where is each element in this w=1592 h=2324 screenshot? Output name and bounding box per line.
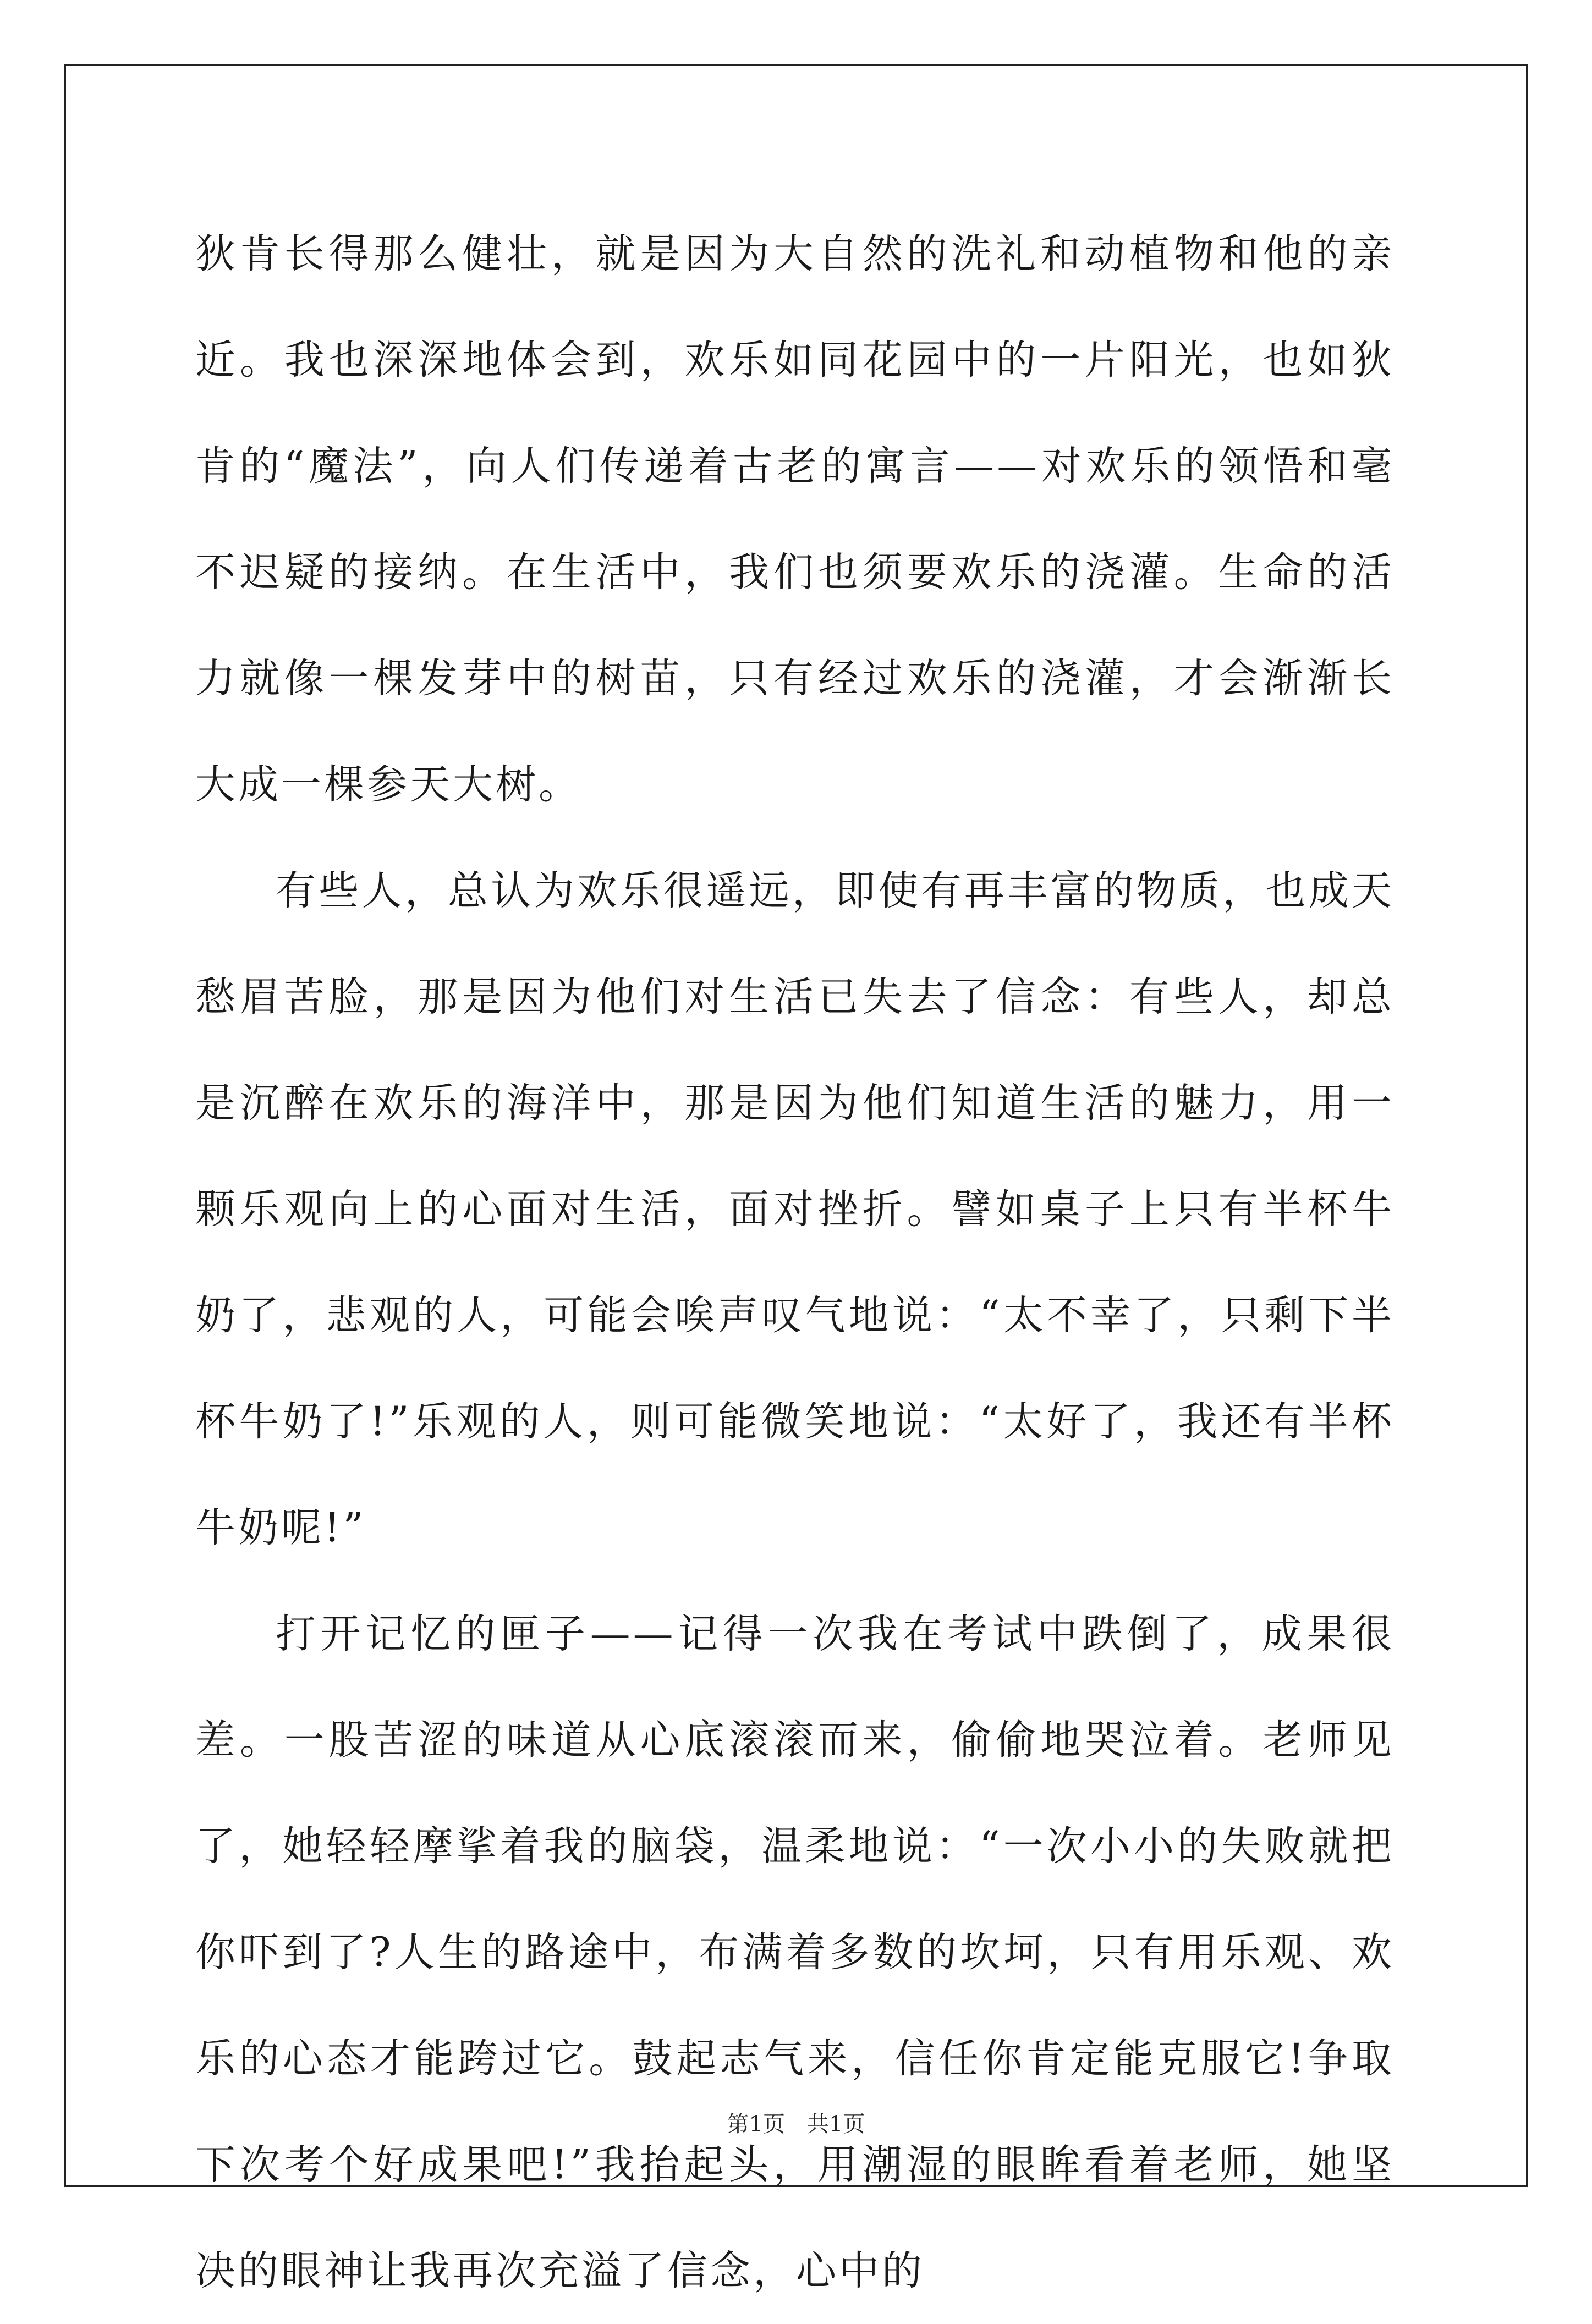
- paragraph-1: 狄肯长得那么健壮，就是因为大自然的洗礼和动植物和他的亲近。我也深深地体会到，欢乐如同花园中的一片阳光，也如狄肯的“魔法”，向人们传递着古老的寓言——对欢乐的领悟和毫不迟疑的接纳。在生活中，我们也须要欢乐的浇灌。生命的活力就像一棵发芽中的树苗，只有经过欢乐的浇灌，才会渐渐长大成一棵参天大树。: [195, 230, 1395, 808]
- page-footer: 第1页 共1页: [727, 2112, 865, 2137]
- paragraph-3: 打开记忆的匣子——记得一次我在考试中跌倒了，成果很差。一股苦涩的味道从心底滚滚而来，偷偷地哭泣着。老师见了，她轻轻摩挲着我的脑袋，温柔地说：“一次小小的失败就把你吓到了?人生的路途中，布满着多数的坎坷，只有用乐观、欢乐的心态才能跨过它。鼓起志气来，信任你肯定能克服它!争取下次考个好成果吧!”我抬起头，用潮湿的眼眸看着老师，她坚决的眼神让我再次充溢了信念，心中的: [195, 1611, 1395, 2294]
- paragraph-2: 有些人，总认为欢乐很遥远，即使有再丰富的物质，也成天愁眉苦脸，那是因为他们对生活已失去了信念：有些人，却总是沉醉在欢乐的海洋中，那是因为他们知道生活的魅力，用一颗乐观向上的心面对生活，面对挫折。譬如桌子上只有半杯牛奶了，悲观的人，可能会唉声叹气地说：“太不幸了，只剩下半杯牛奶了!”乐观的人，则可能微笑地说：“太好了，我还有半杯牛奶呢!”: [195, 867, 1395, 1551]
- document-body: [195, 201, 1395, 2324]
